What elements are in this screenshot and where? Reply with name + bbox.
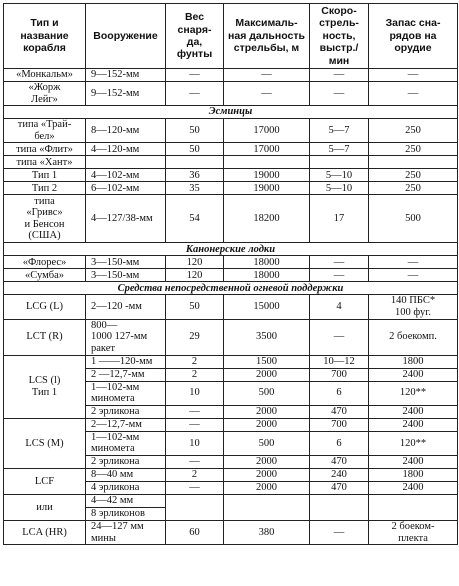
- cell-shell-weight: 35: [166, 182, 224, 195]
- section-row: [4, 282, 458, 295]
- cell-armament: 2 эрликона: [86, 405, 166, 418]
- cell-max-range: —: [224, 69, 310, 82]
- cell-armament: 24—127 мм мины: [86, 520, 166, 544]
- cell-ship-type: или: [4, 494, 86, 520]
- cell-ammo-supply: —: [369, 256, 458, 269]
- cell-max-range: 15000: [224, 295, 310, 319]
- cell-max-range: 18200: [224, 195, 310, 243]
- cell-armament: 2—120 -мм: [86, 295, 166, 319]
- cell-ammo-supply: 250: [369, 169, 458, 182]
- cell-ammo-supply: 2400: [369, 418, 458, 431]
- cell-shell-weight: [166, 156, 224, 169]
- cell-ammo-supply: [369, 494, 458, 520]
- cell-armament: 800— 1000 127-мм ракет: [86, 319, 166, 355]
- table-row: [4, 143, 458, 156]
- cell-max-range: 19000: [224, 182, 310, 195]
- cell-rate-of-fire: —: [310, 69, 369, 82]
- table-row: [4, 182, 458, 195]
- cell-armament: 2—12,7-мм: [86, 418, 166, 431]
- cell-rate-of-fire: 10—12: [310, 355, 369, 368]
- cell-shell-weight: 36: [166, 169, 224, 182]
- cell-max-range: 2000: [224, 405, 310, 418]
- cell-rate-of-fire: [310, 494, 369, 520]
- cell-ammo-supply: 2 боеком- плекта: [369, 520, 458, 544]
- cell-shell-weight: 60: [166, 520, 224, 544]
- cell-ship-type: Тип 1: [4, 169, 86, 182]
- cell-ammo-supply: 140 ПБС* 100 фуг.: [369, 295, 458, 319]
- cell-armament: 4—102-мм: [86, 169, 166, 182]
- cell-shell-weight: 10: [166, 381, 224, 405]
- cell-max-range: —: [224, 82, 310, 106]
- cell-rate-of-fire: 5—10: [310, 169, 369, 182]
- header-shell-weight: Вес снаря- да, фунты: [166, 4, 224, 69]
- cell-ammo-supply: —: [369, 69, 458, 82]
- table-row: [4, 295, 458, 319]
- header-row: [4, 4, 458, 69]
- table-row: [4, 119, 458, 143]
- cell-ship-type: LCS (l) Тип 1: [4, 355, 86, 418]
- cell-ship-type: LCT (R): [4, 319, 86, 355]
- cell-armament: 2 —12,7-мм: [86, 368, 166, 381]
- cell-rate-of-fire: 5—10: [310, 182, 369, 195]
- cell-ammo-supply: 250: [369, 143, 458, 156]
- cell-shell-weight: —: [166, 481, 224, 494]
- cell-rate-of-fire: 470: [310, 481, 369, 494]
- section-title: Эсминцы: [4, 106, 458, 119]
- cell-ammo-supply: 2400: [369, 405, 458, 418]
- cell-rate-of-fire: 470: [310, 455, 369, 468]
- cell-max-range: 2000: [224, 368, 310, 381]
- section-row: [4, 106, 458, 119]
- cell-ammo-supply: 500: [369, 195, 458, 243]
- cell-armament: 4—42 мм: [86, 494, 166, 507]
- cell-shell-weight: 54: [166, 195, 224, 243]
- table-row: [4, 82, 458, 106]
- cell-rate-of-fire: —: [310, 319, 369, 355]
- section-title: Средства непосредственной огневой поддержки: [4, 282, 458, 295]
- table-row: [4, 195, 458, 243]
- table-row: [4, 169, 458, 182]
- cell-armament: [86, 156, 166, 169]
- cell-rate-of-fire: 5—7: [310, 143, 369, 156]
- cell-ship-type: LCF: [4, 468, 86, 494]
- cell-armament: 4—127/38-мм: [86, 195, 166, 243]
- cell-ship-type: «Флорес»: [4, 256, 86, 269]
- cell-ammo-supply: 2400: [369, 481, 458, 494]
- cell-armament: 2 эрликона: [86, 455, 166, 468]
- cell-ammo-supply: 250: [369, 119, 458, 143]
- cell-shell-weight: 120: [166, 269, 224, 282]
- cell-ship-type: «Сумба»: [4, 269, 86, 282]
- cell-max-range: 3500: [224, 319, 310, 355]
- table-row: [4, 418, 458, 431]
- cell-shell-weight: —: [166, 418, 224, 431]
- cell-shell-weight: 2: [166, 355, 224, 368]
- cell-shell-weight: 50: [166, 143, 224, 156]
- cell-rate-of-fire: 4: [310, 295, 369, 319]
- cell-ammo-supply: [369, 156, 458, 169]
- cell-shell-weight: 2: [166, 468, 224, 481]
- cell-armament: 1—102-мм миномета: [86, 381, 166, 405]
- cell-max-range: 500: [224, 381, 310, 405]
- cell-armament: 8—40 мм: [86, 468, 166, 481]
- table-row: [4, 69, 458, 82]
- cell-rate-of-fire: —: [310, 256, 369, 269]
- cell-rate-of-fire: —: [310, 520, 369, 544]
- cell-ship-type: «Монкальм»: [4, 69, 86, 82]
- cell-rate-of-fire: —: [310, 82, 369, 106]
- cell-max-range: 2000: [224, 468, 310, 481]
- cell-max-range: 17000: [224, 143, 310, 156]
- cell-rate-of-fire: 6: [310, 381, 369, 405]
- cell-ammo-supply: 2400: [369, 368, 458, 381]
- cell-ammo-supply: —: [369, 269, 458, 282]
- cell-armament: 1—102-мм миномета: [86, 431, 166, 455]
- cell-ship-type: типа «Гривс» и Бенсон (США): [4, 195, 86, 243]
- table-row: [4, 355, 458, 368]
- cell-ship-type: типа «Флит»: [4, 143, 86, 156]
- table-row: [4, 468, 458, 481]
- cell-shell-weight: 29: [166, 319, 224, 355]
- cell-shell-weight: —: [166, 82, 224, 106]
- cell-ammo-supply: 2 боекомп.: [369, 319, 458, 355]
- cell-ship-type: LCG (L): [4, 295, 86, 319]
- table-row: [4, 156, 458, 169]
- section-title: Канонерские лодки: [4, 243, 458, 256]
- cell-armament: 3—150-мм: [86, 256, 166, 269]
- cell-max-range: [224, 494, 310, 520]
- cell-ammo-supply: 1800: [369, 355, 458, 368]
- cell-max-range: 380: [224, 520, 310, 544]
- cell-ship-type: типа «Хант»: [4, 156, 86, 169]
- cell-ammo-supply: 120**: [369, 431, 458, 455]
- cell-shell-weight: 50: [166, 119, 224, 143]
- cell-armament: 9—152-мм: [86, 69, 166, 82]
- cell-ship-type: LCA (HR): [4, 520, 86, 544]
- cell-shell-weight: 120: [166, 256, 224, 269]
- cell-ship-type: Тип 2: [4, 182, 86, 195]
- cell-max-range: 18000: [224, 256, 310, 269]
- section-row: [4, 243, 458, 256]
- header-rate-of-fire: Скоро- стрель- ность, выстр./ мин: [310, 4, 369, 69]
- cell-shell-weight: —: [166, 69, 224, 82]
- cell-armament: 8 эрликонов: [86, 507, 166, 520]
- cell-armament: 6—102-мм: [86, 182, 166, 195]
- table-row: [4, 520, 458, 544]
- table-row: [4, 256, 458, 269]
- cell-rate-of-fire: 470: [310, 405, 369, 418]
- cell-shell-weight: 10: [166, 431, 224, 455]
- cell-ship-type: типа «Трай- бел»: [4, 119, 86, 143]
- table-row: [4, 269, 458, 282]
- cell-rate-of-fire: 6: [310, 431, 369, 455]
- header-ship-type: Тип и название корабля: [4, 4, 86, 69]
- cell-rate-of-fire: 240: [310, 468, 369, 481]
- cell-rate-of-fire: 700: [310, 368, 369, 381]
- cell-ship-type: LCS (M): [4, 418, 86, 468]
- header-max-range: Максималь- ная дальность стрельбы, м: [224, 4, 310, 69]
- cell-shell-weight: —: [166, 405, 224, 418]
- header-ammo-supply: Запас сна- рядов на орудие: [369, 4, 458, 69]
- cell-max-range: 2000: [224, 418, 310, 431]
- ship-armament-table: [3, 3, 458, 545]
- cell-ammo-supply: 1800: [369, 468, 458, 481]
- cell-shell-weight: 2: [166, 368, 224, 381]
- cell-max-range: 18000: [224, 269, 310, 282]
- cell-shell-weight: [166, 494, 224, 520]
- cell-rate-of-fire: 5—7: [310, 119, 369, 143]
- cell-armament: 1 ——120-мм: [86, 355, 166, 368]
- cell-armament: 3—150-мм: [86, 269, 166, 282]
- cell-ammo-supply: 2400: [369, 455, 458, 468]
- cell-armament: 8—120-мм: [86, 119, 166, 143]
- cell-shell-weight: 50: [166, 295, 224, 319]
- cell-rate-of-fire: —: [310, 269, 369, 282]
- cell-max-range: 19000: [224, 169, 310, 182]
- cell-max-range: 2000: [224, 455, 310, 468]
- cell-rate-of-fire: 700: [310, 418, 369, 431]
- cell-ship-type: «Жорж Лейг»: [4, 82, 86, 106]
- cell-max-range: 2000: [224, 481, 310, 494]
- cell-shell-weight: —: [166, 455, 224, 468]
- cell-armament: 4 эрликона: [86, 481, 166, 494]
- cell-armament: 9—152-мм: [86, 82, 166, 106]
- cell-armament: 4—120-мм: [86, 143, 166, 156]
- table-body: [4, 69, 458, 545]
- cell-max-range: 500: [224, 431, 310, 455]
- cell-ammo-supply: —: [369, 82, 458, 106]
- header-armament: Вооружение: [86, 4, 166, 69]
- cell-ammo-supply: 250: [369, 182, 458, 195]
- cell-max-range: 17000: [224, 119, 310, 143]
- cell-max-range: 1500: [224, 355, 310, 368]
- table-row: [4, 494, 458, 507]
- cell-ammo-supply: 120**: [369, 381, 458, 405]
- cell-rate-of-fire: 17: [310, 195, 369, 243]
- cell-max-range: [224, 156, 310, 169]
- cell-rate-of-fire: [310, 156, 369, 169]
- table-row: [4, 319, 458, 355]
